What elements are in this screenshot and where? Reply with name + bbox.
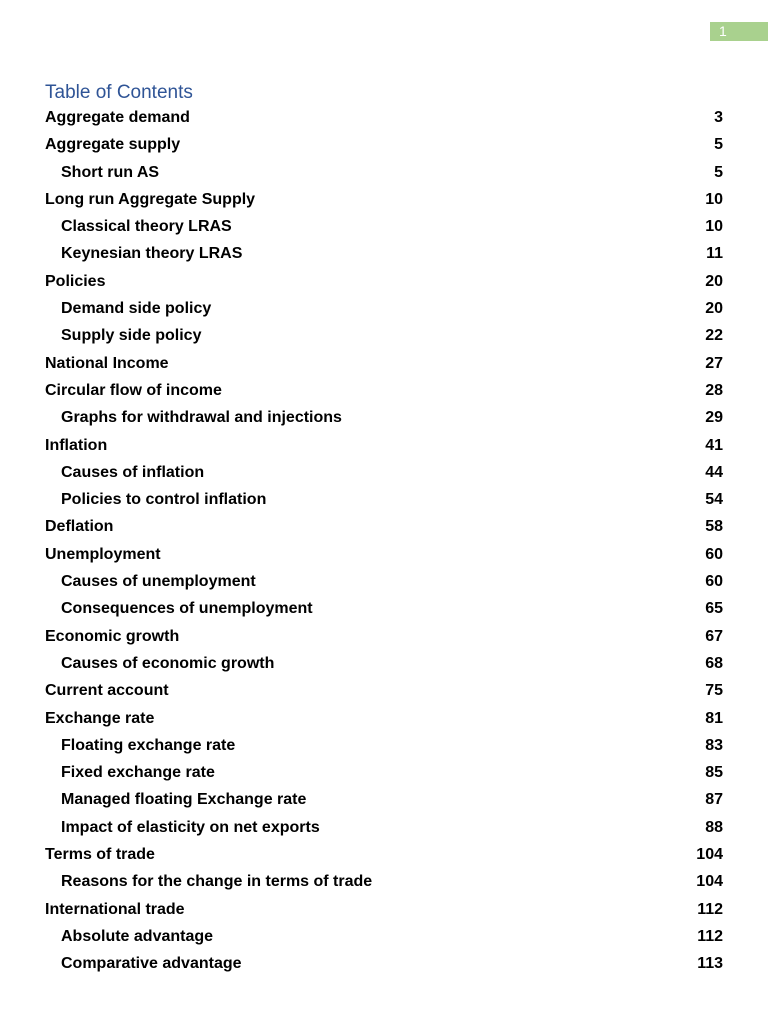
toc-entry-page-number: 20 (705, 272, 723, 290)
toc-entry[interactable] (45, 213, 723, 240)
toc-entry-label: Aggregate supply (45, 136, 181, 154)
toc-entry-page-number: 28 (705, 381, 723, 399)
toc-entry[interactable] (45, 786, 723, 813)
toc-entry[interactable] (45, 240, 723, 267)
toc-entry[interactable] (45, 322, 723, 349)
toc-entry-page-number: 104 (696, 846, 723, 864)
toc-entry-page-number: 3 (714, 109, 723, 126)
toc-entry-label: Managed floating Exchange rate (61, 791, 307, 809)
toc-entry-page-number: 10 (705, 218, 723, 236)
toc-entry-label: Aggregate demand (45, 109, 190, 126)
toc-entry-label: Classical theory LRAS (61, 218, 232, 236)
toc-entry-page-number: 85 (705, 764, 723, 782)
toc-entry-page-number: 65 (705, 600, 723, 618)
toc-entry[interactable] (45, 841, 723, 868)
toc-entry-label: Floating exchange rate (61, 736, 236, 754)
toc-entry-page-number: 22 (705, 327, 723, 345)
toc-entry-page-number: 20 (705, 300, 723, 318)
toc-entry-label: Terms of trade (45, 846, 155, 864)
toc-entry-page-number: 11 (706, 245, 723, 263)
toc-entry-label: Causes of unemployment (61, 573, 256, 591)
toc-entry-label: Exchange rate (45, 709, 155, 727)
toc-entry[interactable] (45, 677, 723, 704)
page-number-badge: 1 (710, 22, 768, 41)
toc-title: Table of Contents (45, 82, 193, 103)
toc-entry[interactable] (45, 268, 723, 295)
toc-entry-page-number: 75 (705, 682, 723, 700)
toc-entry-page-number: 44 (705, 463, 723, 481)
toc-entry-page-number: 27 (705, 354, 723, 372)
toc-entry-label: Keynesian theory LRAS (61, 245, 243, 263)
toc-entry-page-number: 113 (697, 955, 723, 973)
toc-entry[interactable] (45, 732, 723, 759)
toc-entry-label: Consequences of unemployment (61, 600, 313, 618)
toc-entry-label: Causes of inflation (61, 463, 205, 481)
toc-entry-page-number: 41 (705, 436, 723, 454)
toc-entry-label: National Income (45, 354, 169, 372)
toc-entry-label: Graphs for withdrawal and injections (61, 409, 342, 427)
toc-entry[interactable] (45, 623, 723, 650)
toc-entry[interactable] (45, 923, 723, 950)
toc-entry[interactable] (45, 595, 723, 622)
toc-entry[interactable] (45, 568, 723, 595)
toc-entry[interactable] (45, 350, 723, 377)
toc-entry-page-number: 5 (714, 136, 723, 154)
toc-entry-page-number: 104 (696, 873, 723, 891)
toc-entry-label: Comparative advantage (61, 955, 242, 973)
toc-entry[interactable] (45, 459, 723, 486)
toc-entry[interactable] (45, 650, 723, 677)
toc-entry-page-number: 88 (705, 818, 723, 836)
toc-entry[interactable] (45, 377, 723, 404)
toc-entry[interactable] (45, 404, 723, 431)
toc-entry-page-number: 81 (705, 709, 723, 727)
toc-entry-page-number: 5 (714, 163, 723, 181)
toc-list (45, 104, 723, 978)
toc-entry-page-number: 60 (705, 545, 723, 563)
toc-entry-label: Absolute advantage (61, 927, 214, 945)
toc-entry-label: Impact of elasticity on net exports (61, 818, 320, 836)
toc-entry-page-number: 29 (705, 409, 723, 427)
toc-entry-label: Fixed exchange rate (61, 764, 215, 782)
toc-entry-label: International trade (45, 900, 185, 918)
toc-entry-label: Unemployment (45, 545, 161, 563)
toc-entry[interactable] (45, 814, 723, 841)
toc-entry[interactable] (45, 432, 723, 459)
toc-entry[interactable] (45, 896, 723, 923)
toc-entry-page-number: 83 (705, 736, 723, 754)
toc-entry-page-number: 58 (705, 518, 723, 536)
toc-entry-label: Supply side policy (61, 327, 202, 345)
toc-entry-label: Deflation (45, 518, 114, 536)
toc-entry-label: Economic growth (45, 627, 180, 645)
toc-entry[interactable] (45, 513, 723, 540)
toc-entry-label: Long run Aggregate Supply (45, 190, 256, 208)
toc-entry-page-number: 112 (697, 927, 723, 945)
toc-entry[interactable] (45, 950, 723, 977)
toc-entry-page-number: 87 (705, 791, 723, 809)
toc-entry[interactable] (45, 186, 723, 213)
toc-entry-page-number: 10 (705, 190, 723, 208)
toc-entry-page-number: 112 (697, 900, 723, 918)
toc-entry-page-number: 67 (705, 627, 723, 645)
toc-entry-page-number: 60 (705, 573, 723, 591)
toc-entry-label: Demand side policy (61, 300, 212, 318)
toc-entry-label: Policies (45, 272, 106, 290)
toc-entry-label: Short run AS (61, 163, 160, 181)
toc-entry[interactable] (45, 295, 723, 322)
toc-entry-page-number: 68 (705, 654, 723, 672)
toc-entry-page-number: 54 (705, 491, 723, 509)
toc-entry-label: Policies to control inflation (61, 491, 267, 509)
toc-entry[interactable] (45, 705, 723, 732)
toc-entry[interactable] (45, 759, 723, 786)
toc-entry[interactable] (45, 104, 723, 131)
toc-entry[interactable] (45, 486, 723, 513)
toc-entry-label: Inflation (45, 436, 108, 454)
toc-entry[interactable] (45, 541, 723, 568)
toc-entry-label: Reasons for the change in terms of trade (61, 873, 373, 891)
toc-entry[interactable] (45, 159, 723, 186)
toc-entry-label: Circular flow of income (45, 381, 222, 399)
toc-entry[interactable] (45, 868, 723, 895)
toc-entry-label: Causes of economic growth (61, 654, 275, 672)
toc-entry-label: Current account (45, 682, 169, 700)
toc-entry[interactable] (45, 131, 723, 158)
